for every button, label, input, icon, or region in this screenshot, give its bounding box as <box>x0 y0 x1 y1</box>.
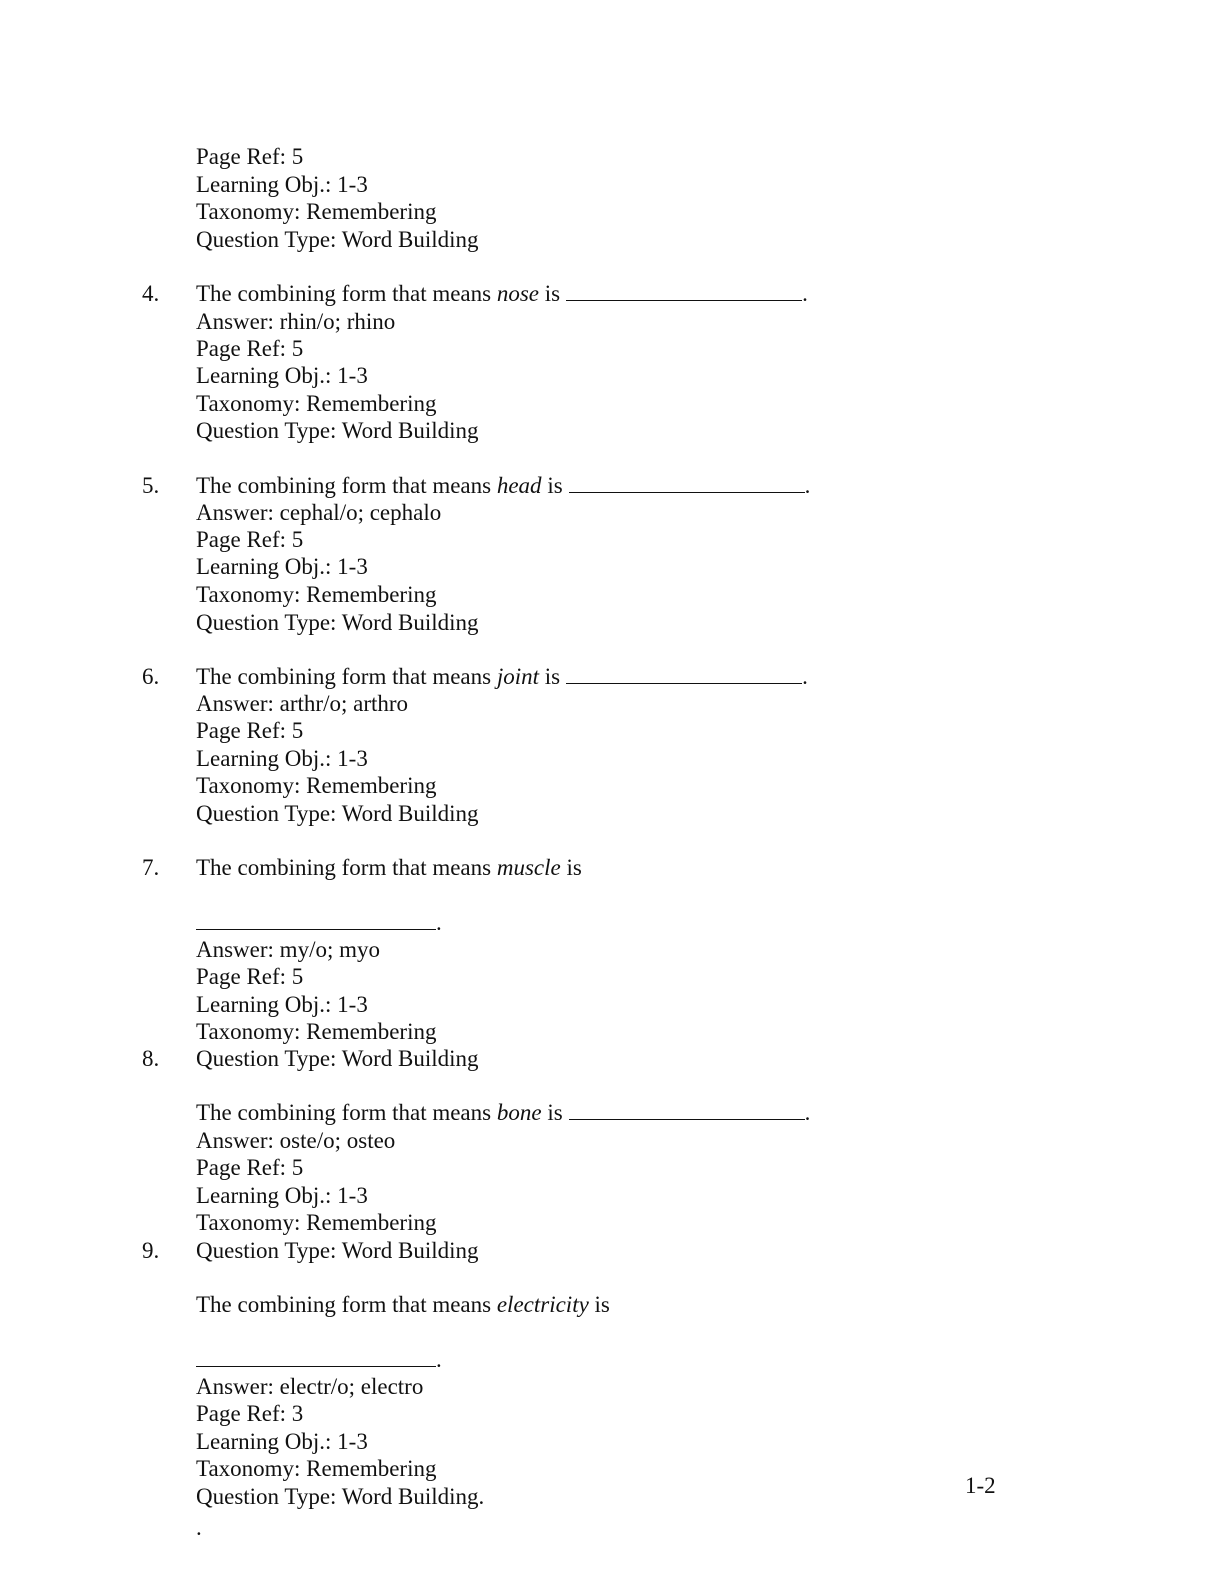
learning-objective: Learning Obj.: 1-3 <box>196 992 368 1017</box>
question-type: Question Type: Word Building <box>196 227 479 252</box>
prompt-text: is <box>539 281 561 306</box>
taxonomy: Taxonomy: Remembering <box>196 391 437 416</box>
page-ref: Page Ref: 5 <box>196 527 304 552</box>
answer-blank <box>196 909 436 930</box>
prompt-text: is <box>588 1292 610 1317</box>
taxonomy: Taxonomy: Remembering <box>196 1456 437 1481</box>
prompt-term: muscle <box>496 855 561 880</box>
prompt-text: The combining form that means <box>196 1100 497 1125</box>
page-ref: Page Ref: 5 <box>196 964 304 989</box>
question-prompt <box>196 663 808 690</box>
question-prompt <box>196 1291 610 1318</box>
page-ref: Page Ref: 3 <box>196 1401 304 1426</box>
answer-blank <box>566 663 802 684</box>
answer-blank <box>569 472 805 493</box>
blank-period: . <box>802 281 808 306</box>
question-type: Question Type: Word Building <box>196 610 479 635</box>
question-number: 9. <box>142 1238 160 1263</box>
question-number: 4. <box>142 281 160 306</box>
prompt-term: joint <box>496 664 540 689</box>
question-number: 7. <box>142 855 160 880</box>
prompt-term: head <box>496 473 542 498</box>
answer: Answer: rhin/o; rhino <box>196 309 396 334</box>
prompt-text: The combining form that means <box>196 855 497 880</box>
page-ref: Page Ref: 5 <box>196 144 304 169</box>
blank-period: . <box>802 664 808 689</box>
question-type: Question Type: Word Building. <box>196 1484 485 1509</box>
taxonomy: Taxonomy: Remembering <box>196 199 437 224</box>
question-number: 8. <box>142 1046 160 1071</box>
answer: Answer: electr/o; electro <box>196 1374 424 1399</box>
question-number: 5. <box>142 473 160 498</box>
blank-period: . <box>436 1347 442 1372</box>
answer: Answer: cephal/o; cephalo <box>196 500 442 525</box>
prompt-text: The combining form that means <box>196 473 497 498</box>
taxonomy: Taxonomy: Remembering <box>196 1210 437 1235</box>
question-prompt <box>196 472 810 499</box>
taxonomy: Taxonomy: Remembering <box>196 1019 437 1044</box>
question-prompt <box>196 854 582 881</box>
prompt-text: The combining form that means <box>196 281 497 306</box>
question-type: Question Type: Word Building <box>196 1046 479 1071</box>
learning-objective: Learning Obj.: 1-3 <box>196 554 368 579</box>
trailing-mark: . <box>196 1515 202 1540</box>
answer: Answer: arthr/o; arthro <box>196 691 409 716</box>
question-type: Question Type: Word Building <box>196 418 479 443</box>
blank-period: . <box>436 910 442 935</box>
learning-objective: Learning Obj.: 1-3 <box>196 1183 368 1208</box>
question-prompt <box>196 280 808 307</box>
answer-blank-line <box>196 1346 442 1373</box>
blank-period: . <box>804 1100 811 1125</box>
prompt-text: The combining form that means <box>196 1292 497 1317</box>
page-ref: Page Ref: 5 <box>196 718 304 743</box>
answer-blank <box>566 280 802 301</box>
page-ref: Page Ref: 5 <box>196 1155 304 1180</box>
learning-objective: Learning Obj.: 1-3 <box>196 746 368 771</box>
prompt-term: nose <box>496 281 540 306</box>
question-number: 6. <box>142 664 160 689</box>
answer: Answer: my/o; myo <box>196 937 380 962</box>
page-number: 1-2 <box>965 1473 996 1498</box>
answer-blank <box>569 1099 805 1120</box>
answer: Answer: oste/o; osteo <box>196 1128 396 1153</box>
prompt-text: is <box>560 855 582 880</box>
prompt-term: bone <box>496 1100 542 1125</box>
prompt-text: The combining form that means <box>196 664 497 689</box>
taxonomy: Taxonomy: Remembering <box>196 773 437 798</box>
prompt-text: is <box>539 664 561 689</box>
taxonomy: Taxonomy: Remembering <box>196 582 437 607</box>
learning-objective: Learning Obj.: 1-3 <box>196 1429 368 1454</box>
blank-period: . <box>804 473 811 498</box>
learning-objective: Learning Obj.: 1-3 <box>196 363 368 388</box>
prompt-text: is <box>541 1100 563 1125</box>
prompt-term: electricity <box>496 1292 589 1317</box>
page-ref: Page Ref: 5 <box>196 336 304 361</box>
question-type: Question Type: Word Building <box>196 1238 479 1263</box>
answer-blank-line <box>196 909 442 936</box>
answer-blank <box>196 1346 436 1367</box>
question-type: Question Type: Word Building <box>196 801 479 826</box>
prompt-text: is <box>541 473 563 498</box>
question-prompt <box>196 1099 810 1126</box>
learning-objective: Learning Obj.: 1-3 <box>196 172 368 197</box>
